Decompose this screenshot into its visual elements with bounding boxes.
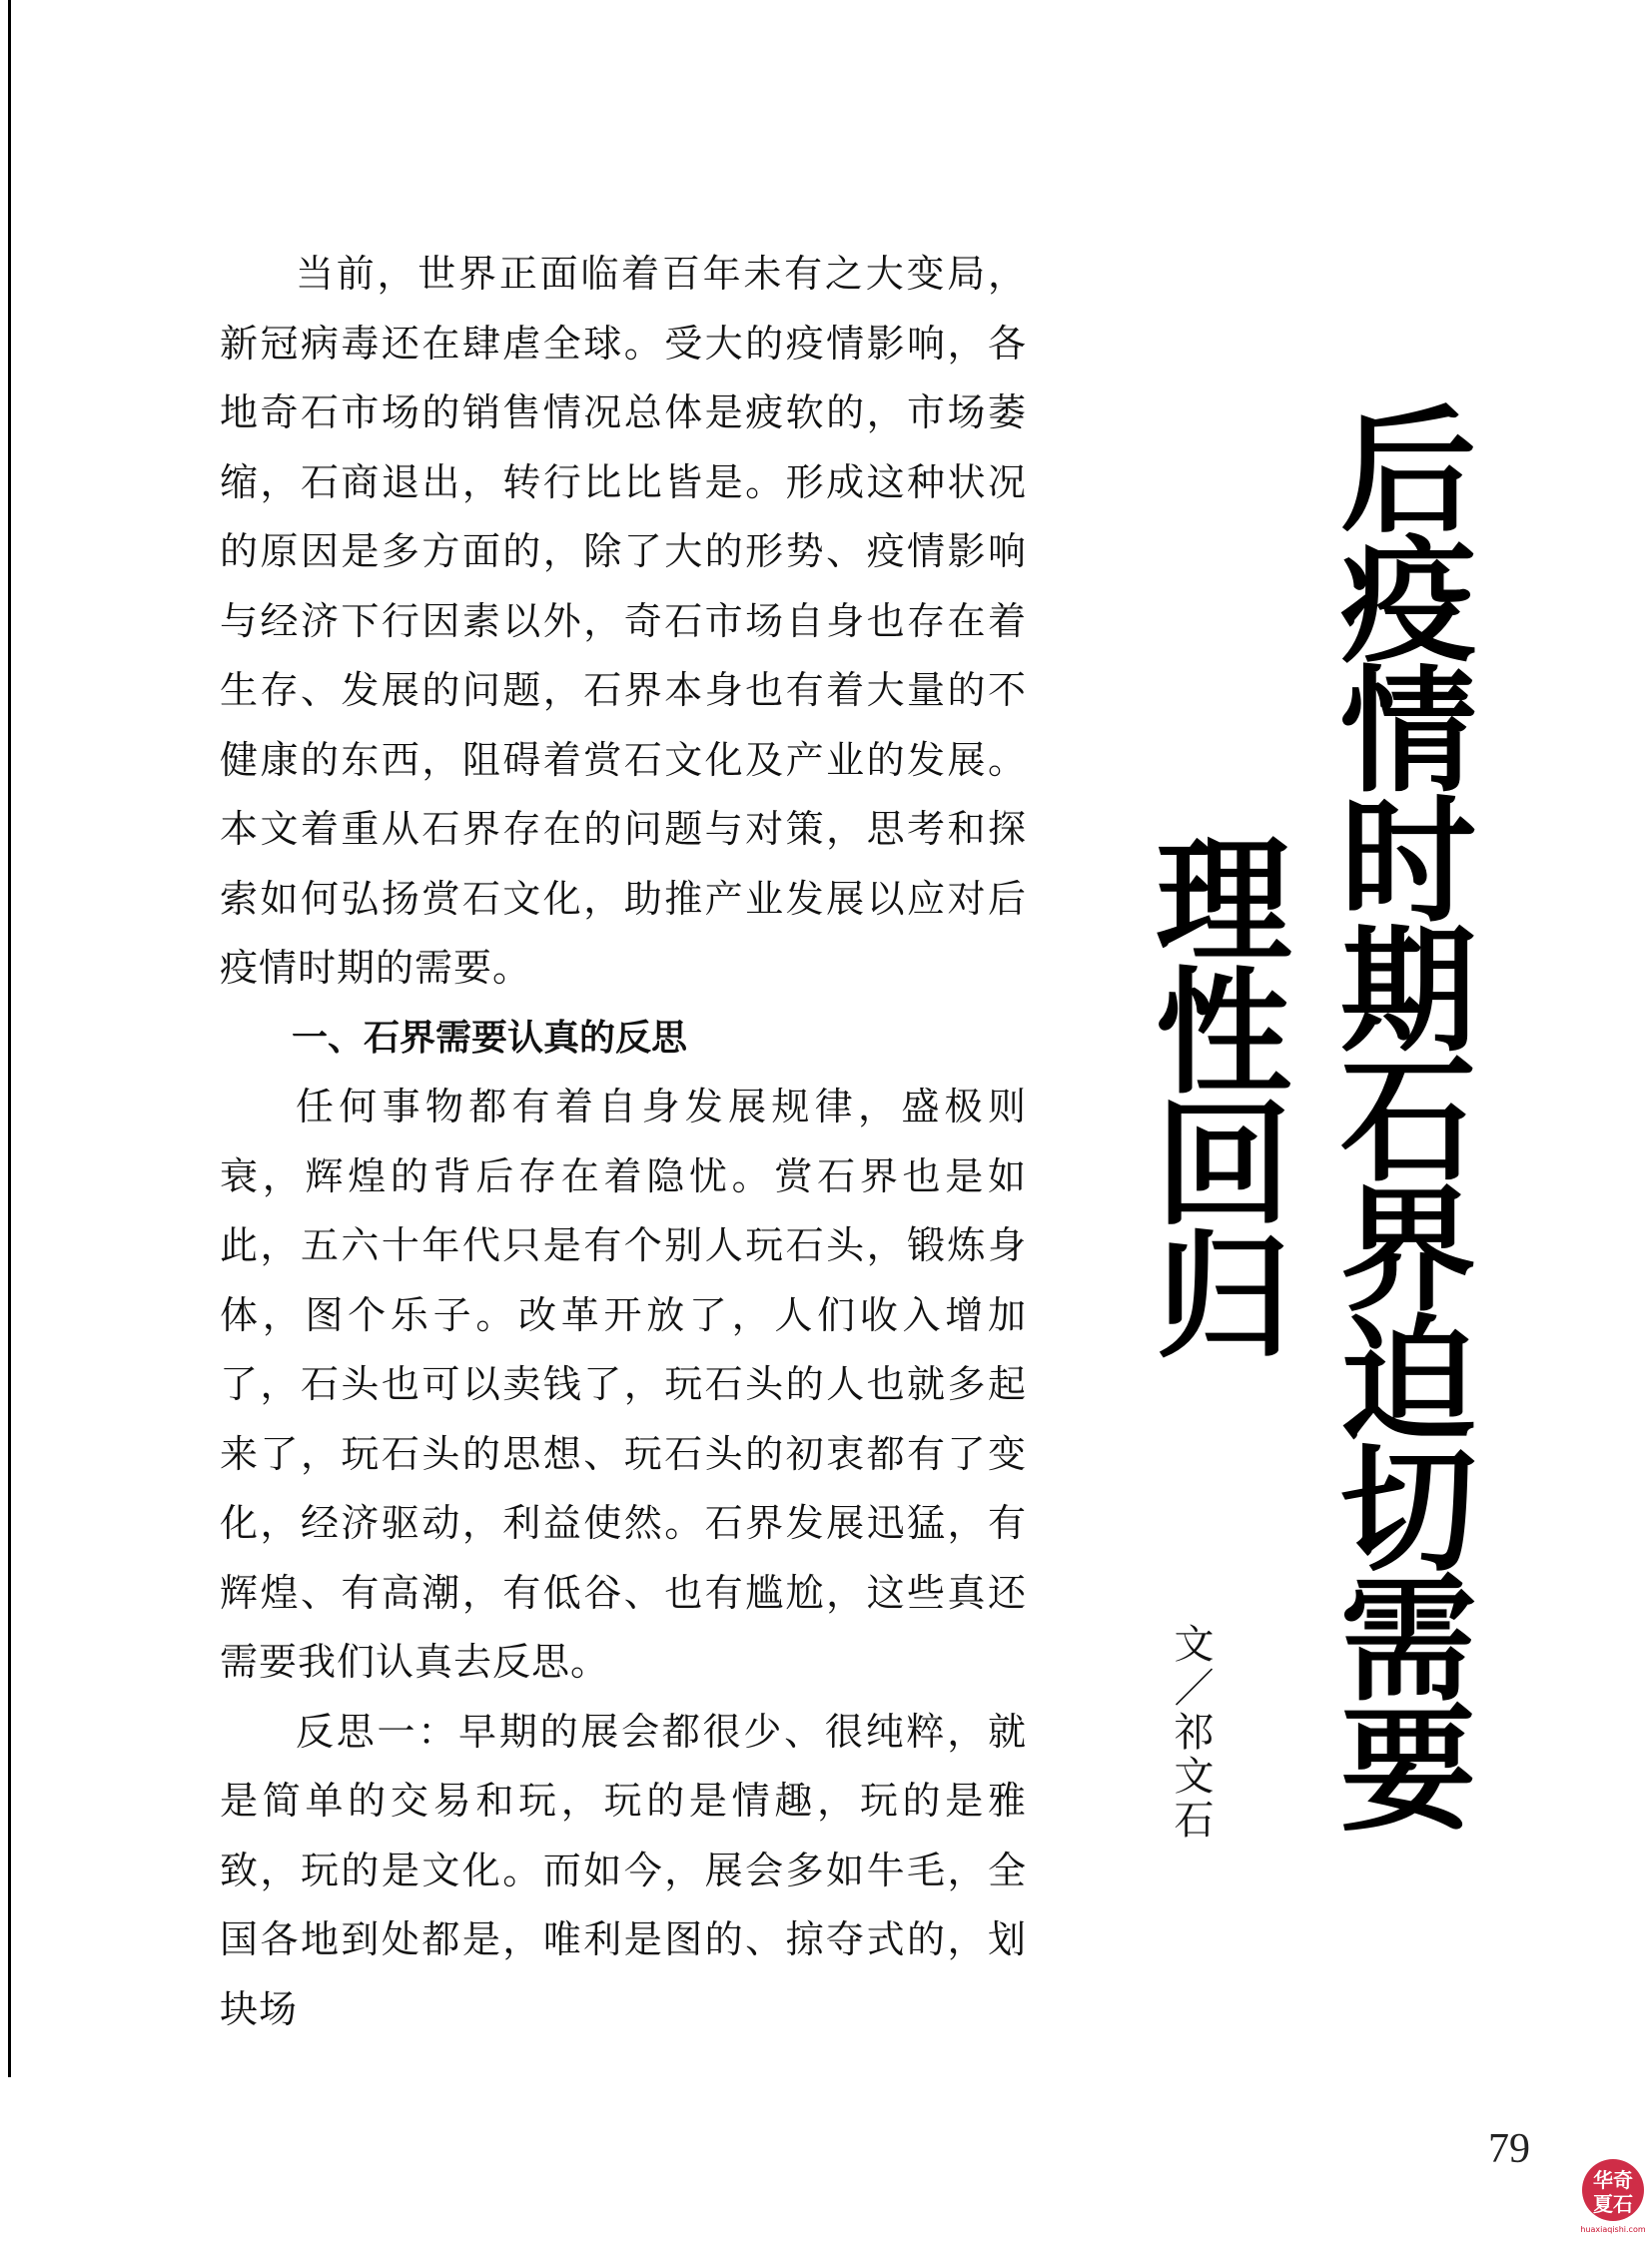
- author-byline: 文／祁文石: [1168, 1623, 1214, 1843]
- page-edge-rule: [8, 0, 11, 2077]
- article-body: [220, 240, 1027, 2044]
- svg-text:夏石: 夏石: [1593, 2192, 1633, 2216]
- section-heading: 一、石界需要认真的反思: [292, 1017, 688, 1059]
- svg-text:huaxiaqishi.com: huaxiaqishi.com: [1580, 2225, 1646, 2234]
- article-title: 后疫情时期石界迫切需要: [1316, 399, 1476, 1828]
- body-paragraph-3: 反思一：早期的展会都很少、很纯粹，就是简单的交易和玩，玩的是情趣，玩的是雅致，玩的是文化。而如今，展会多如牛毛，全国各地到处都是，唯利是图的、掠夺式的，划块场: [220, 1709, 1027, 2031]
- page-number: 79: [1488, 2126, 1530, 2172]
- site-watermark-logo: [1580, 2157, 1646, 2235]
- svg-text:华奇: 华奇: [1593, 2168, 1633, 2192]
- intro-paragraph: 当前，世界正面临着百年未有之大变局，新冠病毒还在肆虐全球。受大的疫情影响，各地奇石市场的销售情况总体是疲软的，市场萎缩，石商退出，转行比比皆是。形成这种状况的原因是多方面的，除了大的形势、疫情影响与经济下行因素以外，奇石市场自身也存在着生存、发展的问题，石界本身也有着大量的不健康的东西，阻碍着赏石文化及产业的发展。本文着重从石界存在的问题与对策，思考和探索如何弘扬赏石文化，助推产业发展以应对后疫情时期的需要。: [220, 252, 1027, 990]
- article-subtitle: 理性回归: [1132, 829, 1291, 1356]
- body-paragraph-2: 任何事物都有着自身发展规律，盛极则衰，辉煌的背后存在着隐忧。赏石界也是如此，五六十年代只是有个别人玩石头，锻炼身体，图个乐子。改革开放了，人们收入增加了，石头也可以卖钱了，玩石头的人也就多起来了，玩石头的思想、玩石头的初衷都有了变化，经济驱动，利益使然。石界发展迅猛，有辉煌、有高潮，有低谷、也有尴尬，这些真还需要我们认真去反思。: [220, 1085, 1027, 1684]
